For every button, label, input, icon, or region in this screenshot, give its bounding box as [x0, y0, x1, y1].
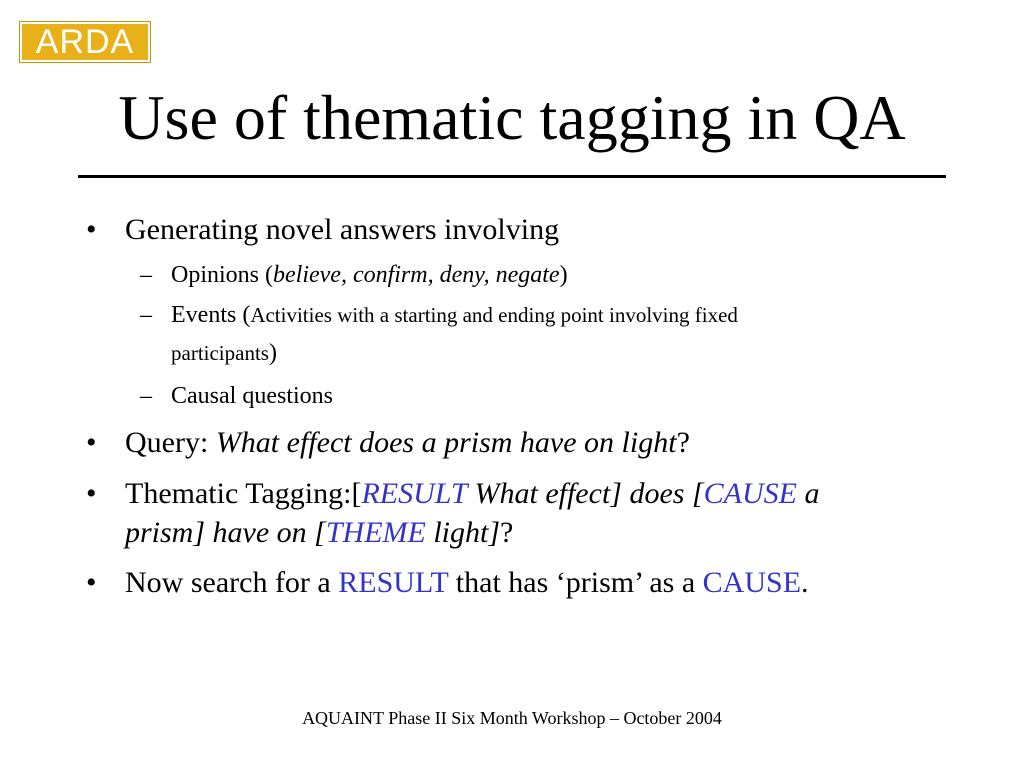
tag-cause: CAUSE: [703, 477, 797, 510]
sub-item-opinions: [171, 262, 568, 289]
search-lead: Now search for a: [125, 566, 339, 599]
tagging-mid2: a: [796, 477, 820, 510]
query-lead: Query:: [125, 426, 216, 459]
opinions-lead: Opinions (: [171, 262, 273, 288]
sub-item-causal-questions: Causal questions: [171, 383, 333, 409]
bullet-marker: •: [86, 566, 97, 599]
opinions-tail: ): [559, 262, 568, 288]
tagging-line2: prism] have on [: [125, 516, 326, 549]
tagging-mid1: What effect] does [: [467, 477, 704, 510]
bullet-marker: •: [86, 426, 97, 459]
slide-title: Use of thematic tagging in QA: [118, 82, 906, 153]
dash-marker: –: [140, 383, 152, 409]
events-description: Activities with a starting and ending point involving fixed: [250, 303, 738, 327]
search-mid: that has ‘prism’ as a: [448, 566, 703, 599]
bullet-marker: •: [86, 477, 97, 510]
search-result: RESULT: [338, 566, 449, 599]
events-lead: Events (: [171, 302, 251, 328]
logo-text: ARDA: [35, 23, 135, 61]
search-cause: CAUSE: [702, 566, 802, 599]
search-tail: .: [801, 566, 809, 599]
sub-item-events: [171, 302, 738, 329]
query-tail: ?: [676, 426, 690, 459]
bullet-marker: •: [86, 213, 97, 246]
tagging-tail: ?: [500, 516, 514, 549]
query-text: What effect does a prism have on light: [215, 426, 677, 459]
bullet-generating-answers: Generating novel answers involving: [125, 213, 560, 246]
bullet-query: [125, 426, 690, 460]
opinions-examples: believe, confirm, deny, negate: [273, 262, 560, 288]
bullet-now-search: [125, 566, 809, 600]
dash-marker: –: [140, 262, 152, 288]
sub-item-events-continued: [171, 340, 277, 367]
dash-marker: –: [140, 302, 152, 328]
events-tail: ): [268, 340, 277, 366]
tag-result: RESULT: [361, 477, 467, 510]
bullet-thematic-tagging-continued: [125, 516, 513, 550]
events-description-cont: participants: [171, 341, 269, 365]
tagging-mid3: light]: [425, 516, 501, 549]
tagging-lead: Thematic Tagging:[: [125, 477, 362, 510]
slide-footer: AQUAINT Phase II Six Month Workshop – October 2004: [302, 708, 722, 728]
tag-theme: THEME: [325, 516, 426, 549]
bullet-thematic-tagging: [125, 477, 819, 511]
